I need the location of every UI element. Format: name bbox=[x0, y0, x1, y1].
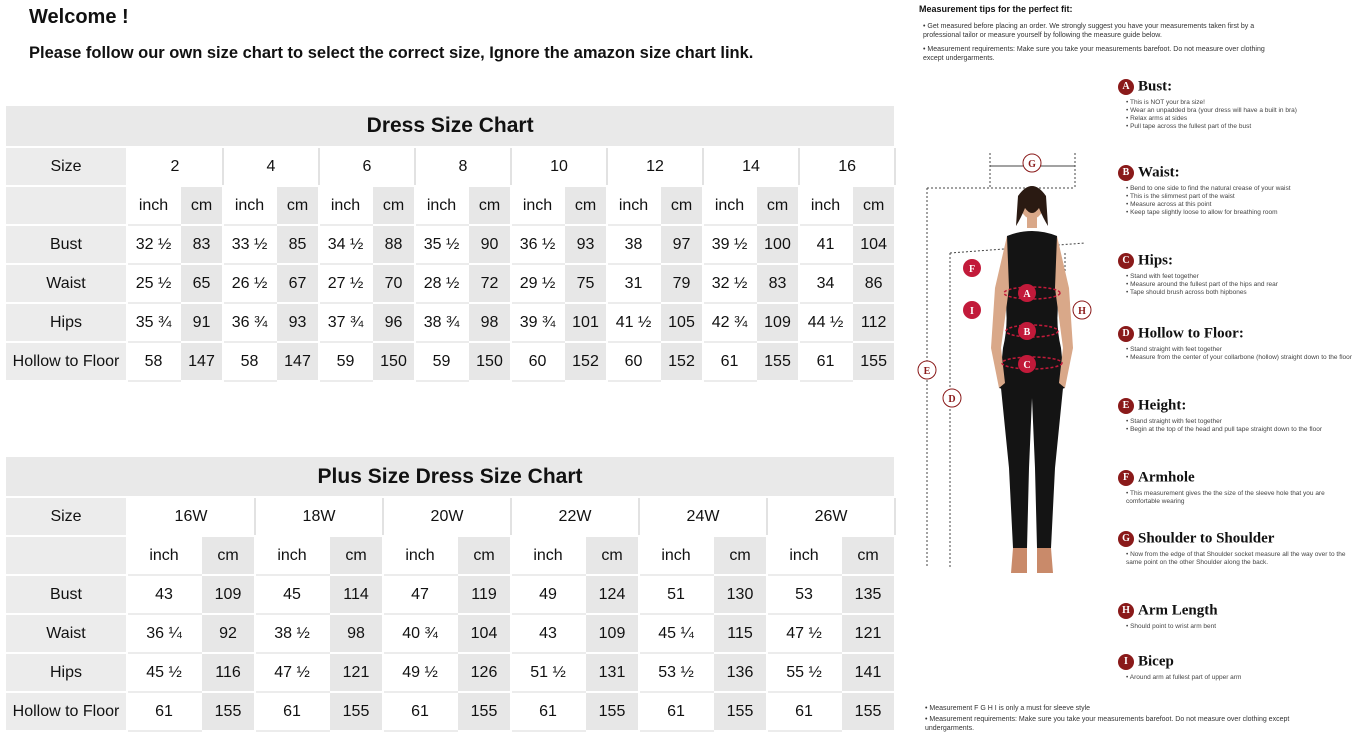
size-column-header: 4 bbox=[223, 147, 319, 186]
cm-value-cell: 83 bbox=[756, 264, 799, 303]
inch-value-cell: 61 bbox=[511, 692, 585, 731]
cm-value-cell: 109 bbox=[201, 575, 255, 614]
inch-value-cell: 55 ½ bbox=[767, 653, 841, 692]
inch-value-cell: 60 bbox=[607, 342, 660, 381]
inch-value-cell: 47 ½ bbox=[767, 614, 841, 653]
size-header: Size bbox=[5, 147, 127, 186]
cm-value-cell: 119 bbox=[457, 575, 511, 614]
size-column-header: 20W bbox=[383, 497, 511, 536]
section-note: • Tape should brush across both hipbones bbox=[1126, 289, 1353, 297]
inch-value-cell: 41 bbox=[799, 225, 852, 264]
figure-label-b: B bbox=[1023, 327, 1031, 338]
section-note: • Stand with feet together bbox=[1126, 273, 1353, 281]
section-height bbox=[1118, 397, 1353, 434]
inch-value-cell: 37 ¾ bbox=[319, 303, 372, 342]
figure-label-i: I bbox=[970, 306, 974, 317]
unit-inch-header: inch bbox=[703, 186, 756, 225]
section-note: • Wear an unpadded bra (your dress will have a built in bra) bbox=[1126, 107, 1353, 115]
section-title: Waist: bbox=[1138, 164, 1180, 181]
inch-value-cell: 26 ½ bbox=[223, 264, 276, 303]
size-column-header: 6 bbox=[319, 147, 415, 186]
cm-value-cell: 86 bbox=[852, 264, 895, 303]
footer-note: • Measurement requirements: Make sure you take your measurements barefoot. Do not measure over clothing except bbox=[925, 716, 1290, 723]
unit-cm-header: cm bbox=[372, 186, 415, 225]
inch-value-cell: 32 ½ bbox=[703, 264, 756, 303]
inch-value-cell: 34 ½ bbox=[319, 225, 372, 264]
unit-inch-header: inch bbox=[127, 536, 201, 575]
unit-inch-header: inch bbox=[607, 186, 660, 225]
inch-value-cell: 43 bbox=[511, 614, 585, 653]
inch-value-cell: 61 bbox=[383, 692, 457, 731]
cm-value-cell: 155 bbox=[585, 692, 639, 731]
section-title: Arm Length bbox=[1138, 602, 1218, 619]
cm-value-cell: 124 bbox=[585, 575, 639, 614]
unit-inch-header: inch bbox=[639, 536, 713, 575]
measurement-figure bbox=[915, 148, 1115, 578]
cm-value-cell: 155 bbox=[841, 692, 895, 731]
section-note: • Pull tape across the fullest part of the bust bbox=[1126, 123, 1353, 131]
inch-value-cell: 34 bbox=[799, 264, 852, 303]
cm-value-cell: 155 bbox=[457, 692, 511, 731]
table-row bbox=[5, 264, 895, 303]
inch-value-cell: 36 ¼ bbox=[127, 614, 201, 653]
cm-value-cell: 67 bbox=[276, 264, 319, 303]
cm-value-cell: 109 bbox=[585, 614, 639, 653]
inch-value-cell: 44 ½ bbox=[799, 303, 852, 342]
unit-cm-header: cm bbox=[468, 186, 511, 225]
inch-value-cell: 61 bbox=[639, 692, 713, 731]
unit-inch-header: inch bbox=[767, 536, 841, 575]
cm-value-cell: 141 bbox=[841, 653, 895, 692]
inch-value-cell: 53 bbox=[767, 575, 841, 614]
footer-note: undergarments. bbox=[925, 725, 975, 732]
cm-value-cell: 115 bbox=[713, 614, 767, 653]
unit-cm-header: cm bbox=[180, 186, 223, 225]
row-label: Bust bbox=[5, 225, 127, 264]
figure-label-d: D bbox=[948, 394, 956, 405]
tip-line: professional tailor or measure yourself by following the measure guide below. bbox=[923, 32, 1162, 39]
section-title: Bicep bbox=[1138, 653, 1174, 670]
figure-label-g: G bbox=[1028, 159, 1036, 170]
inch-value-cell: 49 bbox=[511, 575, 585, 614]
section-bust bbox=[1118, 78, 1353, 131]
section-hips bbox=[1118, 252, 1353, 297]
unit-cm-header: cm bbox=[564, 186, 607, 225]
woman-silhouette bbox=[991, 186, 1073, 573]
unit-cm-header: cm bbox=[660, 186, 703, 225]
figure-label-e: E bbox=[923, 366, 931, 377]
dress-size-chart bbox=[4, 104, 896, 382]
inch-value-cell: 45 ¼ bbox=[639, 614, 713, 653]
tip-line: except undergarments. bbox=[923, 55, 995, 62]
cm-value-cell: 131 bbox=[585, 653, 639, 692]
cm-value-cell: 91 bbox=[180, 303, 223, 342]
inch-value-cell: 41 ½ bbox=[607, 303, 660, 342]
badge-icon: G bbox=[1118, 531, 1134, 547]
inch-value-cell: 32 ½ bbox=[127, 225, 180, 264]
cm-value-cell: 155 bbox=[329, 692, 383, 731]
cm-value-cell: 147 bbox=[276, 342, 319, 381]
unit-inch-header: inch bbox=[127, 186, 180, 225]
section-note: • Measure from the center of your collarbone (hollow) straight down to the floor bbox=[1126, 354, 1353, 362]
cm-value-cell: 152 bbox=[564, 342, 607, 381]
footer-note: • Measurement F G H I is only a must for sleeve style bbox=[925, 705, 1091, 712]
size-column-header: 12 bbox=[607, 147, 703, 186]
inch-value-cell: 61 bbox=[127, 692, 201, 731]
section-title: Shoulder to Shoulder bbox=[1138, 530, 1275, 547]
row-label: Waist bbox=[5, 264, 127, 303]
inch-value-cell: 43 bbox=[127, 575, 201, 614]
inch-value-cell: 61 bbox=[767, 692, 841, 731]
inch-value-cell: 29 ½ bbox=[511, 264, 564, 303]
section-note: • Relax arms at sides bbox=[1126, 115, 1353, 123]
table-row bbox=[5, 575, 895, 614]
tip-line: • Measurement requirements: Make sure you take your measurements barefoot. Do not measure over clothing bbox=[923, 46, 1265, 53]
figure-label-a: A bbox=[1023, 289, 1031, 300]
inch-value-cell: 33 ½ bbox=[223, 225, 276, 264]
tips-title: Measurement tips for the perfect fit: bbox=[919, 4, 1073, 14]
cm-value-cell: 155 bbox=[756, 342, 799, 381]
section-note: • Should point to wrist arm bent bbox=[1126, 623, 1353, 631]
row-label: Waist bbox=[5, 614, 127, 653]
inch-value-cell: 58 bbox=[127, 342, 180, 381]
section-note: • Around arm at fullest part of upper arm bbox=[1126, 674, 1353, 682]
size-header: Size bbox=[5, 497, 127, 536]
cm-value-cell: 126 bbox=[457, 653, 511, 692]
unit-cm-header: cm bbox=[585, 536, 639, 575]
section-title: Hips: bbox=[1138, 252, 1174, 269]
inch-value-cell: 36 ½ bbox=[511, 225, 564, 264]
cm-value-cell: 98 bbox=[468, 303, 511, 342]
cm-value-cell: 155 bbox=[201, 692, 255, 731]
badge-icon: H bbox=[1118, 603, 1134, 619]
tip-line: • Get measured before placing an order. We strongly suggest you have your measurements taken first by a bbox=[923, 23, 1255, 30]
cm-value-cell: 155 bbox=[713, 692, 767, 731]
unit-inch-header: inch bbox=[319, 186, 372, 225]
cm-value-cell: 72 bbox=[468, 264, 511, 303]
section-waist bbox=[1118, 164, 1353, 217]
inch-value-cell: 49 ½ bbox=[383, 653, 457, 692]
unit-inch-header: inch bbox=[511, 536, 585, 575]
unit-row-label bbox=[5, 536, 127, 575]
cm-value-cell: 121 bbox=[329, 653, 383, 692]
inch-value-cell: 47 bbox=[383, 575, 457, 614]
unit-cm-header: cm bbox=[713, 536, 767, 575]
size-column-header: 14 bbox=[703, 147, 799, 186]
section-note: • This is NOT your bra size! bbox=[1126, 99, 1353, 107]
figure-label-f: F bbox=[968, 264, 976, 275]
unit-cm-header: cm bbox=[841, 536, 895, 575]
badge-icon: F bbox=[1118, 470, 1134, 486]
section-armhole bbox=[1118, 469, 1353, 506]
table-row bbox=[5, 342, 895, 381]
cm-value-cell: 85 bbox=[276, 225, 319, 264]
inch-value-cell: 61 bbox=[799, 342, 852, 381]
unit-cm-header: cm bbox=[457, 536, 511, 575]
inch-value-cell: 51 bbox=[639, 575, 713, 614]
inch-value-cell: 35 ½ bbox=[415, 225, 468, 264]
cm-value-cell: 88 bbox=[372, 225, 415, 264]
section-note: • Keep tape slightly loose to allow for breathing room bbox=[1126, 209, 1353, 217]
badge-icon: I bbox=[1118, 654, 1134, 670]
size-column-header: 8 bbox=[415, 147, 511, 186]
size-column-header: 10 bbox=[511, 147, 607, 186]
unit-inch-header: inch bbox=[511, 186, 564, 225]
row-label: Hollow to Floor bbox=[5, 342, 127, 381]
cm-value-cell: 121 bbox=[841, 614, 895, 653]
inch-value-cell: 38 ¾ bbox=[415, 303, 468, 342]
welcome-heading: Welcome ! bbox=[29, 6, 129, 28]
inch-value-cell: 39 ½ bbox=[703, 225, 756, 264]
inch-value-cell: 51 ½ bbox=[511, 653, 585, 692]
inch-value-cell: 28 ½ bbox=[415, 264, 468, 303]
size-chart-instruction: Please follow our own size chart to select the correct size, Ignore the amazon size chart link. bbox=[29, 44, 754, 62]
inch-value-cell: 53 ½ bbox=[639, 653, 713, 692]
badge-icon: A bbox=[1118, 79, 1134, 95]
cm-value-cell: 97 bbox=[660, 225, 703, 264]
section-title: Bust: bbox=[1138, 78, 1173, 95]
section-hollow-to-floor bbox=[1118, 325, 1353, 362]
cm-value-cell: 114 bbox=[329, 575, 383, 614]
badge-icon: B bbox=[1118, 165, 1134, 181]
cm-value-cell: 104 bbox=[457, 614, 511, 653]
cm-value-cell: 109 bbox=[756, 303, 799, 342]
inch-value-cell: 42 ¾ bbox=[703, 303, 756, 342]
size-column-header: 16 bbox=[799, 147, 895, 186]
unit-inch-header: inch bbox=[223, 186, 276, 225]
unit-cm-header: cm bbox=[756, 186, 799, 225]
unit-row-label bbox=[5, 186, 127, 225]
section-bicep bbox=[1118, 653, 1353, 682]
cm-value-cell: 136 bbox=[713, 653, 767, 692]
table-row bbox=[5, 225, 895, 264]
section-note: • This is the slimmest part of the waist bbox=[1126, 193, 1353, 201]
cm-value-cell: 150 bbox=[468, 342, 511, 381]
size-column-header: 16W bbox=[127, 497, 255, 536]
cm-value-cell: 90 bbox=[468, 225, 511, 264]
size-column-header: 24W bbox=[639, 497, 767, 536]
cm-value-cell: 75 bbox=[564, 264, 607, 303]
inch-value-cell: 61 bbox=[703, 342, 756, 381]
inch-value-cell: 35 ¾ bbox=[127, 303, 180, 342]
cm-value-cell: 112 bbox=[852, 303, 895, 342]
cm-value-cell: 100 bbox=[756, 225, 799, 264]
table-row bbox=[5, 614, 895, 653]
size-column-header: 26W bbox=[767, 497, 895, 536]
inch-value-cell: 47 ½ bbox=[255, 653, 329, 692]
inch-value-cell: 45 bbox=[255, 575, 329, 614]
chart-title: Dress Size Chart bbox=[5, 105, 895, 147]
section-note: • Measure across at this point bbox=[1126, 201, 1353, 209]
cm-value-cell: 83 bbox=[180, 225, 223, 264]
inch-value-cell: 59 bbox=[415, 342, 468, 381]
section-note: • This measurement gives the the size of the sleeve hole that you are comfortable wearing bbox=[1126, 490, 1353, 506]
section-note: • Now from the edge of that Shoulder socket measure all the way over to the same point on the other Shoulder along the back. bbox=[1126, 551, 1353, 567]
table-row bbox=[5, 303, 895, 342]
inch-value-cell: 38 ½ bbox=[255, 614, 329, 653]
row-label: Hollow to Floor bbox=[5, 692, 127, 731]
inch-value-cell: 38 bbox=[607, 225, 660, 264]
cm-value-cell: 92 bbox=[201, 614, 255, 653]
section-title: Hollow to Floor: bbox=[1138, 325, 1244, 342]
unit-inch-header: inch bbox=[799, 186, 852, 225]
section-shoulder-to-shoulder bbox=[1118, 530, 1353, 567]
inch-value-cell: 25 ½ bbox=[127, 264, 180, 303]
inch-value-cell: 39 ¾ bbox=[511, 303, 564, 342]
inch-value-cell: 60 bbox=[511, 342, 564, 381]
inch-value-cell: 61 bbox=[255, 692, 329, 731]
unit-cm-header: cm bbox=[329, 536, 383, 575]
cm-value-cell: 93 bbox=[276, 303, 319, 342]
size-column-header: 2 bbox=[127, 147, 223, 186]
unit-cm-header: cm bbox=[201, 536, 255, 575]
table-row bbox=[5, 653, 895, 692]
cm-value-cell: 104 bbox=[852, 225, 895, 264]
unit-inch-header: inch bbox=[383, 536, 457, 575]
badge-icon: D bbox=[1118, 326, 1134, 342]
inch-value-cell: 31 bbox=[607, 264, 660, 303]
section-note: • Stand straight with feet together bbox=[1126, 418, 1353, 426]
figure-label-h: H bbox=[1078, 306, 1086, 317]
plus-size-chart bbox=[4, 455, 896, 732]
cm-value-cell: 96 bbox=[372, 303, 415, 342]
cm-value-cell: 130 bbox=[713, 575, 767, 614]
inch-value-cell: 40 ¾ bbox=[383, 614, 457, 653]
badge-icon: C bbox=[1118, 253, 1134, 269]
size-column-header: 22W bbox=[511, 497, 639, 536]
chart-title: Plus Size Dress Size Chart bbox=[5, 456, 895, 497]
cm-value-cell: 65 bbox=[180, 264, 223, 303]
cm-value-cell: 70 bbox=[372, 264, 415, 303]
section-note: • Measure around the fullest part of the hips and rear bbox=[1126, 281, 1353, 289]
cm-value-cell: 116 bbox=[201, 653, 255, 692]
cm-value-cell: 155 bbox=[852, 342, 895, 381]
cm-value-cell: 147 bbox=[180, 342, 223, 381]
inch-value-cell: 27 ½ bbox=[319, 264, 372, 303]
cm-value-cell: 135 bbox=[841, 575, 895, 614]
section-title: Height: bbox=[1138, 397, 1187, 414]
unit-cm-header: cm bbox=[276, 186, 319, 225]
row-label: Bust bbox=[5, 575, 127, 614]
inch-value-cell: 59 bbox=[319, 342, 372, 381]
inch-value-cell: 58 bbox=[223, 342, 276, 381]
cm-value-cell: 101 bbox=[564, 303, 607, 342]
section-note: • Begin at the top of the head and pull tape straight down to the floor bbox=[1126, 426, 1353, 434]
cm-value-cell: 79 bbox=[660, 264, 703, 303]
unit-inch-header: inch bbox=[255, 536, 329, 575]
badge-icon: E bbox=[1118, 398, 1134, 414]
inch-value-cell: 36 ¾ bbox=[223, 303, 276, 342]
row-label: Hips bbox=[5, 653, 127, 692]
table-row bbox=[5, 692, 895, 731]
cm-value-cell: 105 bbox=[660, 303, 703, 342]
section-title: Armhole bbox=[1138, 469, 1195, 486]
cm-value-cell: 150 bbox=[372, 342, 415, 381]
section-arm-length bbox=[1118, 602, 1353, 631]
section-note: • Bend to one side to find the natural crease of your waist bbox=[1126, 185, 1353, 193]
figure-label-c: C bbox=[1023, 360, 1031, 371]
unit-cm-header: cm bbox=[852, 186, 895, 225]
section-note: • Stand straight with feet together bbox=[1126, 346, 1353, 354]
cm-value-cell: 98 bbox=[329, 614, 383, 653]
cm-value-cell: 152 bbox=[660, 342, 703, 381]
row-label: Hips bbox=[5, 303, 127, 342]
cm-value-cell: 93 bbox=[564, 225, 607, 264]
size-column-header: 18W bbox=[255, 497, 383, 536]
inch-value-cell: 45 ½ bbox=[127, 653, 201, 692]
unit-inch-header: inch bbox=[415, 186, 468, 225]
